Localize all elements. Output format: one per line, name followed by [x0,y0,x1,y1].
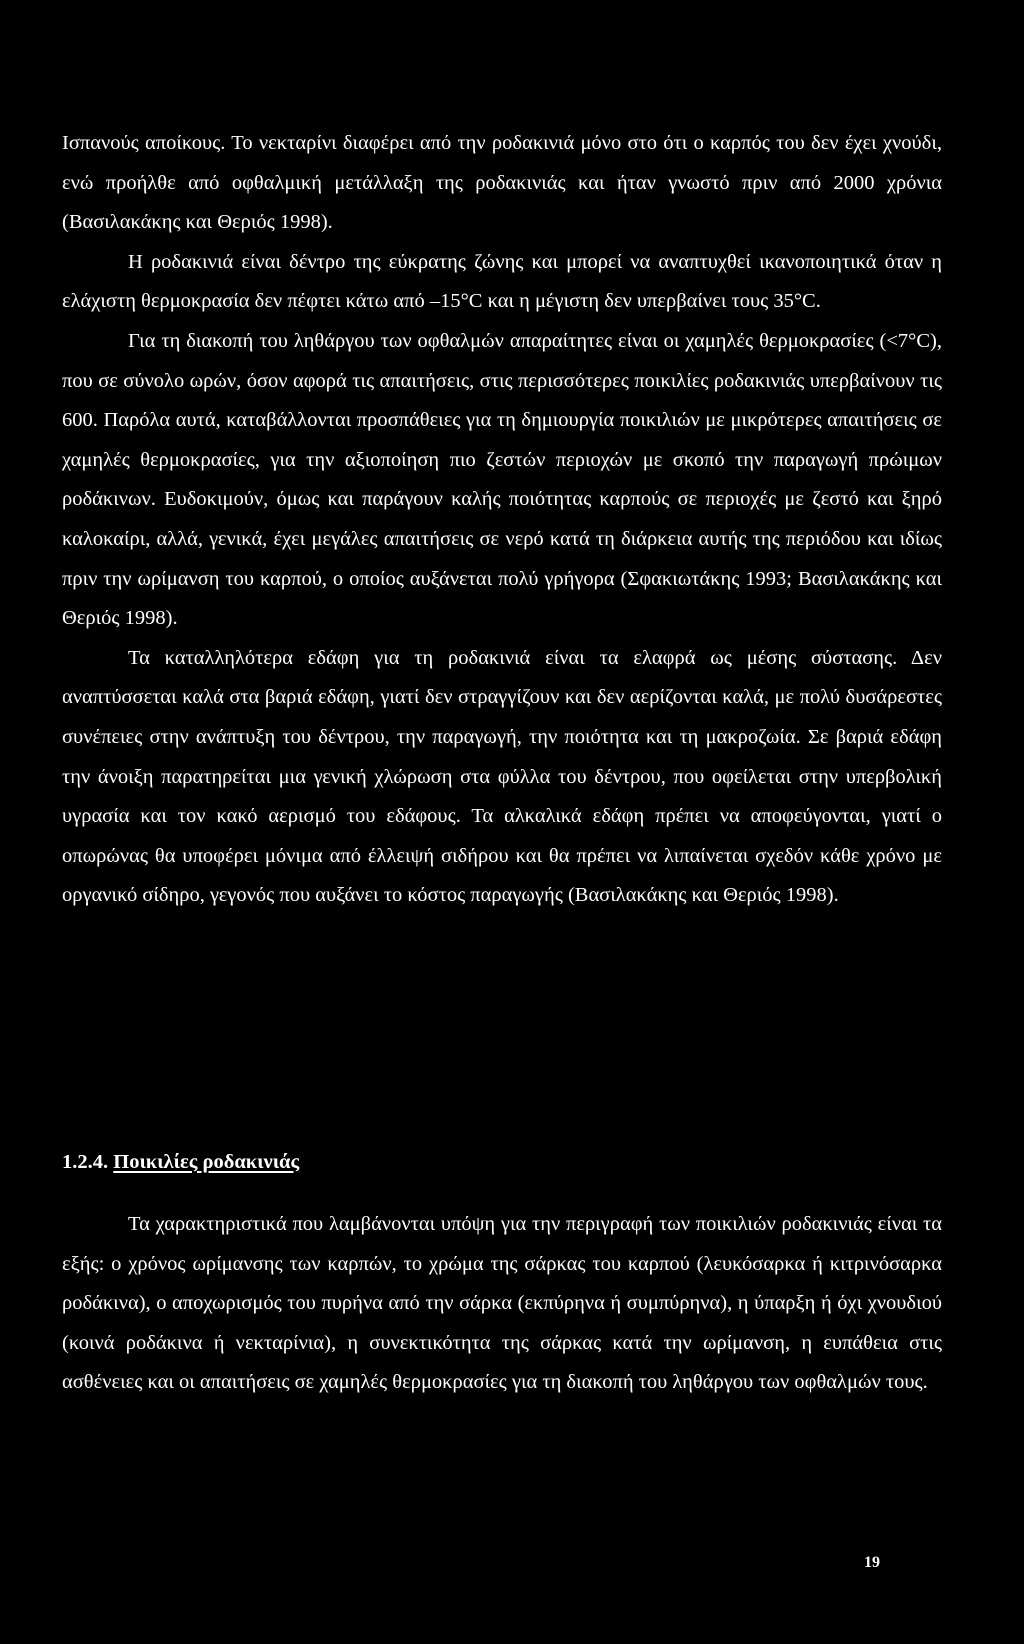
paragraph-varieties: Τα χαρακτηριστικά που λαμβάνονται υπόψη για την περιγραφή των ποικιλιών ροδακινιάς είναι τα εξής: ο χρόνος ωρίμανσης των καρπών, το χρώμα της σάρκας του καρπού (λευκόσαρκα ή κιτρινόσαρκα ροδάκινα), ο αποχωρισμός του πυρήνα από την σάρκα (εκπύρηνα ή συμπύρηνα), η ύπαρξη ή όχι χνουδιού (κοινά ροδάκινα ή νεκταρίνια), η συνεκτικότητα της σάρκας κατά την ωρίμανση, η ευπάθεια στις ασθένειες και οι απαιτήσεις σε χαμηλές θερμοκρασίες για τη διακοπή του ληθάργου των οφθαλμών τους. [62,1213,942,1394]
section-number: 1.2.4. [62,1151,109,1173]
paragraph-chilling: Για τη διακοπή του ληθάργου των οφθαλμών απαραίτητες είναι οι χαμηλές θερμοκρασίες (<7°C), που σε σύνολο ωρών, όσον αφορά τις απαιτήσεις, στις περισσότερες ποικιλίες ροδακινιάς υπερβαίνουν τις 600. Παρόλα αυτά, καταβάλλονται προσπάθειες για τη δημιουργία ποικιλιών με μικρότερες απαιτήσεις σε χαμηλές θερμοκρασίες, για την αξιοποίηση πιο ζεστών περιοχών με σκοπό την παραγωγή πρώιμων ροδάκινων. Ευδοκιμούν, όμως και παράγουν καλής ποιότητας καρπούς σε περιοχές με ζεστό και ξηρό καλοκαίρι, αλλά, γενικά, έχει μεγάλες απαιτήσεις σε νερό κατά τη διάρκεια αυτής της περιόδου και ιδίως πριν την ωρίμανση του καρπού, ο οποίος αυξάνεται πολύ γρήγορα (Σφακιωτάκης 1993; Βασιλακάκης και Θεριός 1998). [62,329,942,630]
document-body [62,124,942,916]
section-body [62,1205,942,1403]
section-heading [62,1142,299,1182]
page-number: 19 [864,1554,880,1571]
paragraph-climate: Η ροδακινιά είναι δέντρο της εύκρατης ζώνης και μπορεί να αναπτυχθεί ικανοποιητικά όταν η ελάχιστη θερμοκρασία δεν πέφτει κάτω από –15°C και η μέγιστη δεν υπερβαίνει τους 35°C. [62,250,942,313]
section-title: Ποικιλίες ροδακινιάς [113,1151,300,1173]
paragraph-continuation: Ισπανούς αποίκους. Το νεκταρίνι διαφέρει από την ροδακινιά μόνο στο ότι ο καρπός του δεν έχει χνούδι, ενώ προήλθε από οφθαλμική μετάλλαξη της ροδακινιάς και ήταν γνωστό πριν από 2000 χρόνια (Βασιλακάκης και Θεριός 1998). [62,132,942,234]
paragraph-soils: Τα καταλληλότερα εδάφη για τη ροδακινιά είναι τα ελαφρά ως μέσης σύστασης. Δεν αναπτύσσεται καλά στα βαριά εδάφη, γιατί δεν στραγγίζουν και δεν αερίζονται καλά, με πολύ δυσάρεστες συνέπειες στην ανάπτυξη του δέντρου, την παραγωγή, την ποιότητα και τη μακροζωία. Σε βαριά εδάφη την άνοιξη παρατηρείται μια γενική χλώρωση στα φύλλα του δέντρου, που οφείλεται στην υπερβολική υγρασία και τον κακό αερισμό του εδάφους. Τα αλκαλικά εδάφη πρέπει να αποφεύγονται, γιατί ο οπωρώνας θα υποφέρει μόνιμα από έλλειψή σιδήρου και θα πρέπει να λιπαίνεται σχεδόν κάθε χρόνο με οργανικό σίδηρο, γεγονός που αυξάνει το κόστος παραγωγής (Βασιλακάκης και Θεριός 1998). [62,646,942,907]
